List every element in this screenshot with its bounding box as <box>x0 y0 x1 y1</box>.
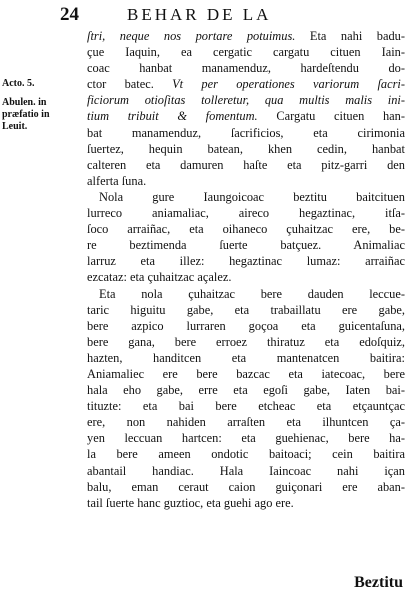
catchword: Beztitu <box>354 574 403 591</box>
text-run: ctor batec. <box>87 77 173 92</box>
running-head: BEHAR DE LA <box>127 5 272 24</box>
text-line: bere azpico lurraren goçoa eta guicentaſuna, <box>87 318 405 333</box>
text-run: Eta nahi badu- <box>295 29 405 43</box>
text-line: taric higuitu gabe, eta trabaillatu ere gabe, <box>87 302 405 317</box>
text-line: re beztimenda ſuerte batçuez. Animaliac <box>87 238 405 253</box>
text-line <box>87 76 405 92</box>
text-line: hazten, handitcen eta mantenatcen baitira: <box>87 350 405 365</box>
margin-note-acts: Acto. 5. <box>2 78 35 89</box>
text-line: balu, eman ceraut caion guiçonari ere aban- <box>87 479 405 494</box>
paragraph-2 <box>87 189 405 286</box>
latin-quote: ſtri, neque nos portare potuimus. <box>87 29 296 43</box>
text-line: lurreco aniamaliac, aireco hegaztinac, itſa- <box>87 206 405 221</box>
latin-quote: Vt per operationes variorum ſacri- <box>172 77 405 92</box>
text-line: hala eho gabe, erre eta egoſi gabe, Iaten bai- <box>87 383 405 398</box>
page-header <box>0 2 417 26</box>
text-line: abantail handiac. Hala Iaincoac nahi içan <box>87 463 405 478</box>
page-number: 24 <box>60 4 79 25</box>
paragraph-3 <box>87 286 405 511</box>
text-line <box>87 125 405 141</box>
text-run: bat manamenduz, ſacrificios, eta cirimonia <box>87 125 405 140</box>
margin-note-abulensis: Abulen. in præfatio in Leuit. <box>2 97 50 132</box>
text-line: ſoco arraiñac, eta oihaneco çuhaitzac ere, be- <box>87 222 405 237</box>
text-line <box>87 173 405 189</box>
text-line: la bere ameen ondotic baitoaci; cein baitira <box>87 447 405 462</box>
text-run: alferta ſuna. <box>87 173 147 188</box>
text-line: Aniamaliec ere bere bazcac eta iatecoac, bere <box>87 366 405 381</box>
text-run: çue Iaquin, ea cergatic cargatu cituen Iain- <box>87 45 405 60</box>
latin-quote: tium tribuit & fomentum. <box>87 109 258 124</box>
paragraph-1 <box>87 28 405 189</box>
text-line: yen leccuan hartcen: eta guehienac, bere ha- <box>87 431 405 446</box>
text-run: coac hanbat manamenduz, hardeſtendu do- <box>87 61 405 76</box>
text-line: tail ſuerte hanc guztioc, eta guehi ago ere. <box>87 495 294 510</box>
text-line: ezcataz: eta çuhaitzac açalez. <box>87 270 232 285</box>
text-line: Nola gure Iaungoicoac beztitu baitcituen <box>99 189 405 204</box>
text-line: larruz eta illez: hegaztinac lumaz: arraiñac <box>87 254 405 269</box>
text-line: ere, non nahiden arraſten eta ilhuntcen ça- <box>87 415 405 430</box>
text-line <box>87 108 405 124</box>
text-line <box>87 141 405 157</box>
latin-quote: ficiorum otioſitas tolleretur, qua multis malis ini- <box>87 93 405 108</box>
text-run: ſuertez, hequin batean, khen cedin, hanbat <box>87 141 405 156</box>
text-line <box>87 60 405 76</box>
main-text <box>87 28 405 511</box>
text-line <box>87 44 405 60</box>
text-line: Eta nola çuhaitzac bere dauden leccue- <box>99 286 405 301</box>
text-line <box>87 92 405 108</box>
text-run: calteren eta damuren haſte eta pitz-garri den <box>87 157 405 172</box>
text-line <box>87 157 405 173</box>
text-line <box>87 28 405 44</box>
text-line: tituzte: eta bai bere etcheac eta etçauntçac <box>87 399 405 414</box>
text-line: bere gana, bere erroez thiratuz eta edoſquiz, <box>87 334 405 349</box>
text-run: Cargatu cituen han- <box>257 109 405 124</box>
